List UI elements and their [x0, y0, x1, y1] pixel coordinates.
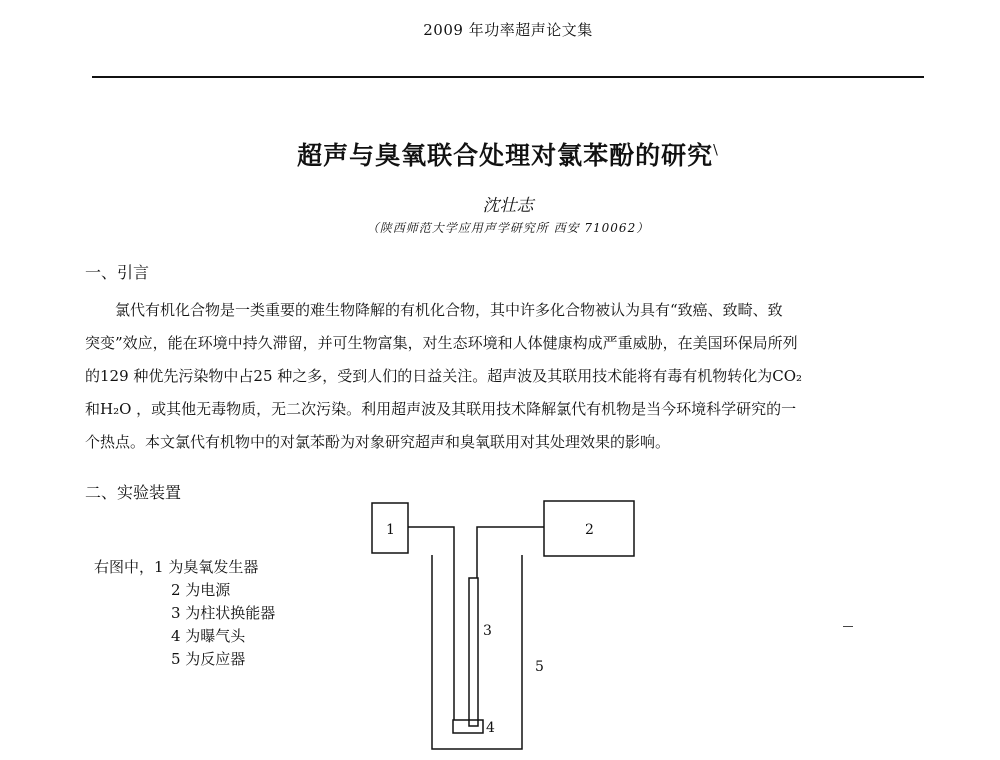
figure-legend-item: 2 为电源 [171, 581, 231, 599]
diagram-label-3: 3 [483, 623, 492, 639]
figure-legend-first-line [94, 556, 275, 579]
apparatus-diagram [360, 485, 650, 755]
author-name: 沈壮志 [482, 196, 534, 216]
intro-paragraph [85, 294, 923, 459]
figure-legend [94, 556, 275, 671]
power-cable [477, 527, 544, 578]
running-header: 2009 年功率超声论文集 [423, 21, 593, 39]
diagram-label-4: 4 [486, 720, 495, 736]
paper-title [92, 136, 924, 172]
intro-line: 个热点。本文氯代有机物中的对氯苯酚为对象研究超声和臭氧联用对其处理效果的影响。 [85, 433, 671, 451]
intro-line: 突变”效应，能在环境中持久滞留，并可生物富集，对生态环境和人体健康构成严重威胁，在美国环保局所列 [85, 334, 798, 352]
figure-legend-item: 4 为曝气头 [171, 627, 246, 645]
intro-line: 和H₂O ，或其他无毒物质，无二次污染。利用超声波及其联用技术降解氯代有机物是当今环境科学研究的一 [85, 400, 797, 418]
section-heading-apparatus: 二、实验装置 [85, 483, 182, 502]
title-footnote-mark: \ [713, 142, 719, 159]
intro-line: 氯代有机化合物是一类重要的难生物降解的有机化合物，其中许多化合物被认为具有“致癌、致畸、致 [115, 301, 783, 319]
figure-legend-item: 3 为柱状换能器 [171, 604, 276, 622]
diagram-label-1: 1 [386, 522, 395, 538]
figure-legend-item: 5 为反应器 [171, 650, 246, 668]
intro-line: 的129 种优先污染物中占25 种之多，受到人们的日益关注。超声波及其联用技术能将有毒有机物转化为CO₂ [85, 367, 803, 385]
section-heading-introduction: 一、引言 [85, 263, 150, 282]
stray-mark [843, 626, 853, 627]
paper-title-text: 超声与臭氧联合处理对氯苯酚的研究 [297, 141, 714, 170]
header-rule [92, 76, 924, 78]
diagram-label-2: 2 [585, 522, 594, 538]
figure-legend-intro: 右图中， [94, 558, 155, 576]
author-affiliation: （陕西师范大学应用声学研究所 西安 710062） [366, 221, 650, 235]
ozone-gas-line [408, 527, 454, 720]
diagram-label-5: 5 [535, 659, 544, 675]
figure-legend-item: 1 为臭氧发生器 [154, 558, 259, 576]
rod-transducer [469, 578, 478, 726]
